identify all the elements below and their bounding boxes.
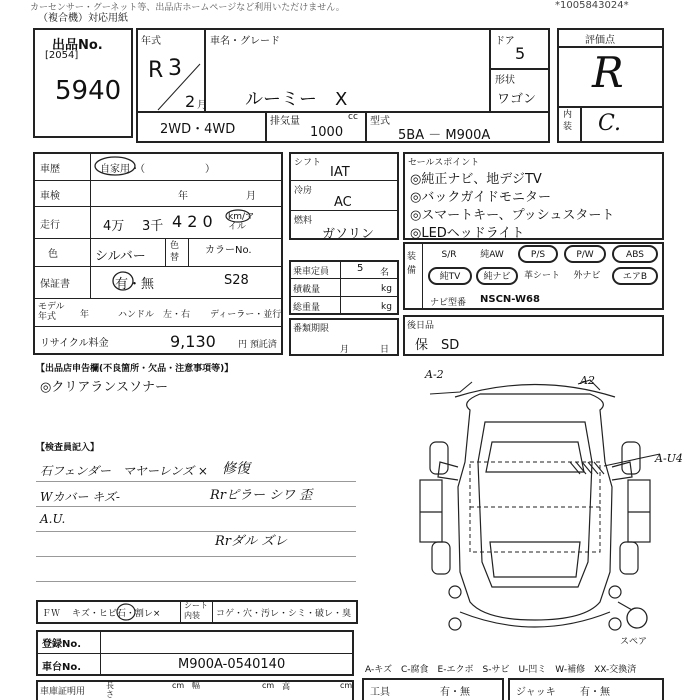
navi-model-value: NSCN-W68	[480, 294, 540, 305]
expiry-month: 月	[340, 345, 350, 355]
equip-tv: 純TV	[428, 267, 472, 285]
cert-width-unit: cm	[262, 681, 275, 690]
color-code-value: S28	[224, 273, 249, 288]
mileage-unit-circle	[224, 208, 252, 224]
expiry-label: 番類期限	[293, 324, 330, 334]
year-value: 3	[168, 56, 182, 81]
interior-value: C.	[598, 111, 622, 136]
equip-navi: 純ナビ	[476, 267, 518, 285]
color-repaint-label: 色替	[170, 241, 180, 263]
weight-unit: kg	[381, 302, 392, 312]
ac-value: AC	[334, 195, 352, 210]
fw-value: キズ・ヒビ石・割レ×	[72, 609, 161, 619]
model-code-label: 型式	[370, 116, 390, 127]
grade-label: 評価点	[585, 35, 615, 46]
lot-number: 5940	[55, 76, 122, 106]
inspector-line: A.U.	[40, 512, 66, 526]
model-label: 車名・グレード	[210, 36, 280, 47]
fw-circle	[115, 602, 137, 622]
weight-label: 総重量	[293, 303, 321, 313]
equip-airbag: エアB	[612, 267, 658, 285]
equip-ext-navi: 外ナビ	[573, 271, 601, 281]
cert-label: 車庫証明用	[40, 687, 86, 697]
sales-point-item: ◎スマートキー、プッシュスタート	[410, 208, 615, 223]
interior-label: 内装	[563, 110, 573, 132]
header-sub-line: （複合機）対応用紙	[38, 13, 128, 24]
model-value: ルーミー X	[245, 89, 348, 110]
year-month-unit: 月	[197, 100, 207, 111]
spare-label: スペア	[620, 637, 648, 647]
warranty-label: 保証書	[40, 279, 70, 290]
recycle-suffix: 円 預託済	[238, 340, 277, 350]
equip-leather: 革シート	[523, 271, 560, 281]
capacity-unit: 名	[380, 268, 390, 278]
sales-point-item: ◎純正ナビ、地デジTV	[410, 172, 542, 187]
year-label: 年式	[141, 36, 161, 47]
sales-point-item: ◎LEDヘッドライト	[410, 226, 525, 241]
ac-label: 冷房	[294, 186, 313, 196]
equip-abs: ABS	[612, 245, 658, 263]
dealer-notes-label: 【出品店申告欄(不良箇所・欠品・注意事項等)】	[36, 364, 234, 374]
grade-value: R	[592, 48, 624, 97]
warranty-value: 有・無	[115, 277, 155, 292]
header-top-line: カーセンサー・グーネット等、出品店ホームページなど利用いただけません。	[30, 3, 345, 13]
sales-point-item: ◎バックガイドモニター	[410, 190, 551, 205]
history-label: 車歴	[40, 164, 60, 175]
equip-sr: S/R	[441, 250, 457, 260]
car-diagram	[400, 362, 700, 662]
shape-value: ワゴン	[497, 92, 537, 107]
inspector-line: Rrダル ズレ	[215, 534, 288, 549]
color-value: シルバー	[95, 249, 146, 264]
warranty-circle	[111, 270, 135, 292]
serial-number: *1005843024*	[555, 0, 629, 11]
navi-model-label: ナビ型番	[430, 298, 467, 308]
tools-label: 工具	[370, 687, 390, 698]
capacity-value: 5	[357, 263, 364, 274]
post-date-label: 後日品	[407, 321, 435, 331]
cert-height-unit: cm	[340, 681, 353, 690]
model-year-label: モデル年式	[38, 302, 65, 322]
color-label: 色	[48, 249, 58, 260]
fuel-label: 燃料	[294, 216, 313, 226]
fuel-value: ガソリン	[322, 227, 375, 242]
sales-points-label: セールスポイント	[408, 158, 480, 168]
model-year-dealer: ディーラー・並行	[210, 310, 282, 320]
inspector-label: 【検査員記入】	[36, 443, 100, 453]
displacement-unit: cc	[348, 112, 358, 122]
jack-label: ジャッキ	[516, 687, 556, 698]
recycle-label: リサイクル料金	[40, 338, 109, 349]
registration-label: 登録No.	[42, 639, 82, 650]
equipment-label: 装備	[407, 252, 417, 276]
chassis-label: 車台No.	[42, 662, 82, 673]
expiry-day: 日	[380, 345, 390, 355]
post-date-value: 保 SD	[415, 338, 460, 353]
seat-label: シート内装	[184, 601, 208, 620]
model-year-handle: ハンドル 左・右	[118, 310, 191, 320]
seat-value: コゲ・穴・汚レ・シミ・破レ・臭	[216, 609, 352, 619]
drive-value: 2WD・4WD	[160, 122, 236, 137]
cert-height: 高	[282, 682, 290, 691]
jack-value: 有・無	[580, 687, 610, 698]
diagram-mark-right-side: A-U4	[655, 452, 683, 465]
history-circle	[93, 155, 137, 177]
capacity-label: 乗車定員	[293, 267, 330, 277]
mileage-rest: 4 2 0	[172, 212, 213, 231]
equip-pw: P/W	[564, 245, 606, 263]
tools-value: 有・無	[440, 687, 470, 698]
recycle-value: 9,130	[170, 332, 216, 351]
load-label: 積載量	[293, 285, 321, 295]
mileage-unit: km/マイル	[228, 212, 255, 232]
inspection-month: 月	[246, 191, 256, 202]
displacement-label: 排気量	[270, 116, 300, 127]
shape-label: 形状	[495, 75, 515, 86]
shift-value: IAT	[330, 165, 350, 180]
doors-label: ドア	[495, 36, 515, 47]
inspector-line: 修復	[222, 461, 250, 477]
model-code-value: 5BA － M900A	[398, 128, 491, 143]
cert-length-unit: cm	[172, 681, 185, 690]
diagram-mark-front-left: A-2	[425, 368, 444, 381]
cert-length: 長さ	[106, 681, 114, 699]
damage-legend: A-キズ C-腐食 E-エクボ S-サビ U-凹ミ W-補修 XX-交換済	[365, 665, 637, 675]
cert-width: 幅	[192, 681, 200, 690]
mileage-man: 4万	[103, 219, 125, 234]
mileage-label: 走行	[40, 220, 60, 231]
spare-tire-icon	[624, 605, 650, 631]
shift-label: シフト	[294, 158, 322, 168]
displacement-value: 1000	[310, 125, 344, 140]
lot-code: [2054]	[45, 50, 79, 61]
color-code-label: カラーNo.	[205, 245, 252, 256]
dealer-notes-value: ◎クリアランスソナー	[40, 380, 168, 395]
history-value: 自家用・（ ）	[100, 164, 215, 175]
mileage-sen: 3千	[142, 219, 164, 234]
diagram-mark-front-right: A2	[580, 374, 595, 387]
equip-alloy: 純AW	[480, 250, 504, 260]
inspector-line: Rrピラー シワ 歪	[210, 488, 313, 503]
lot-label: 出品No.	[52, 38, 103, 53]
inspector-line: 石フェンダー マヤーレンズ ×	[40, 464, 208, 478]
model-year-year: 年	[80, 310, 90, 320]
inspection-year: 年	[178, 191, 188, 202]
load-unit: kg	[381, 284, 392, 294]
year-era: R	[148, 58, 164, 83]
chassis-value: M900A-0540140	[178, 657, 286, 672]
inspector-line: Wカバー キズ-	[40, 490, 120, 504]
doors-value: 5	[515, 44, 526, 63]
year-month: 2	[185, 92, 196, 111]
fw-label: ＦＷ	[42, 609, 61, 619]
inspection-label: 車検	[40, 191, 60, 202]
equip-ps: P/S	[518, 245, 558, 263]
